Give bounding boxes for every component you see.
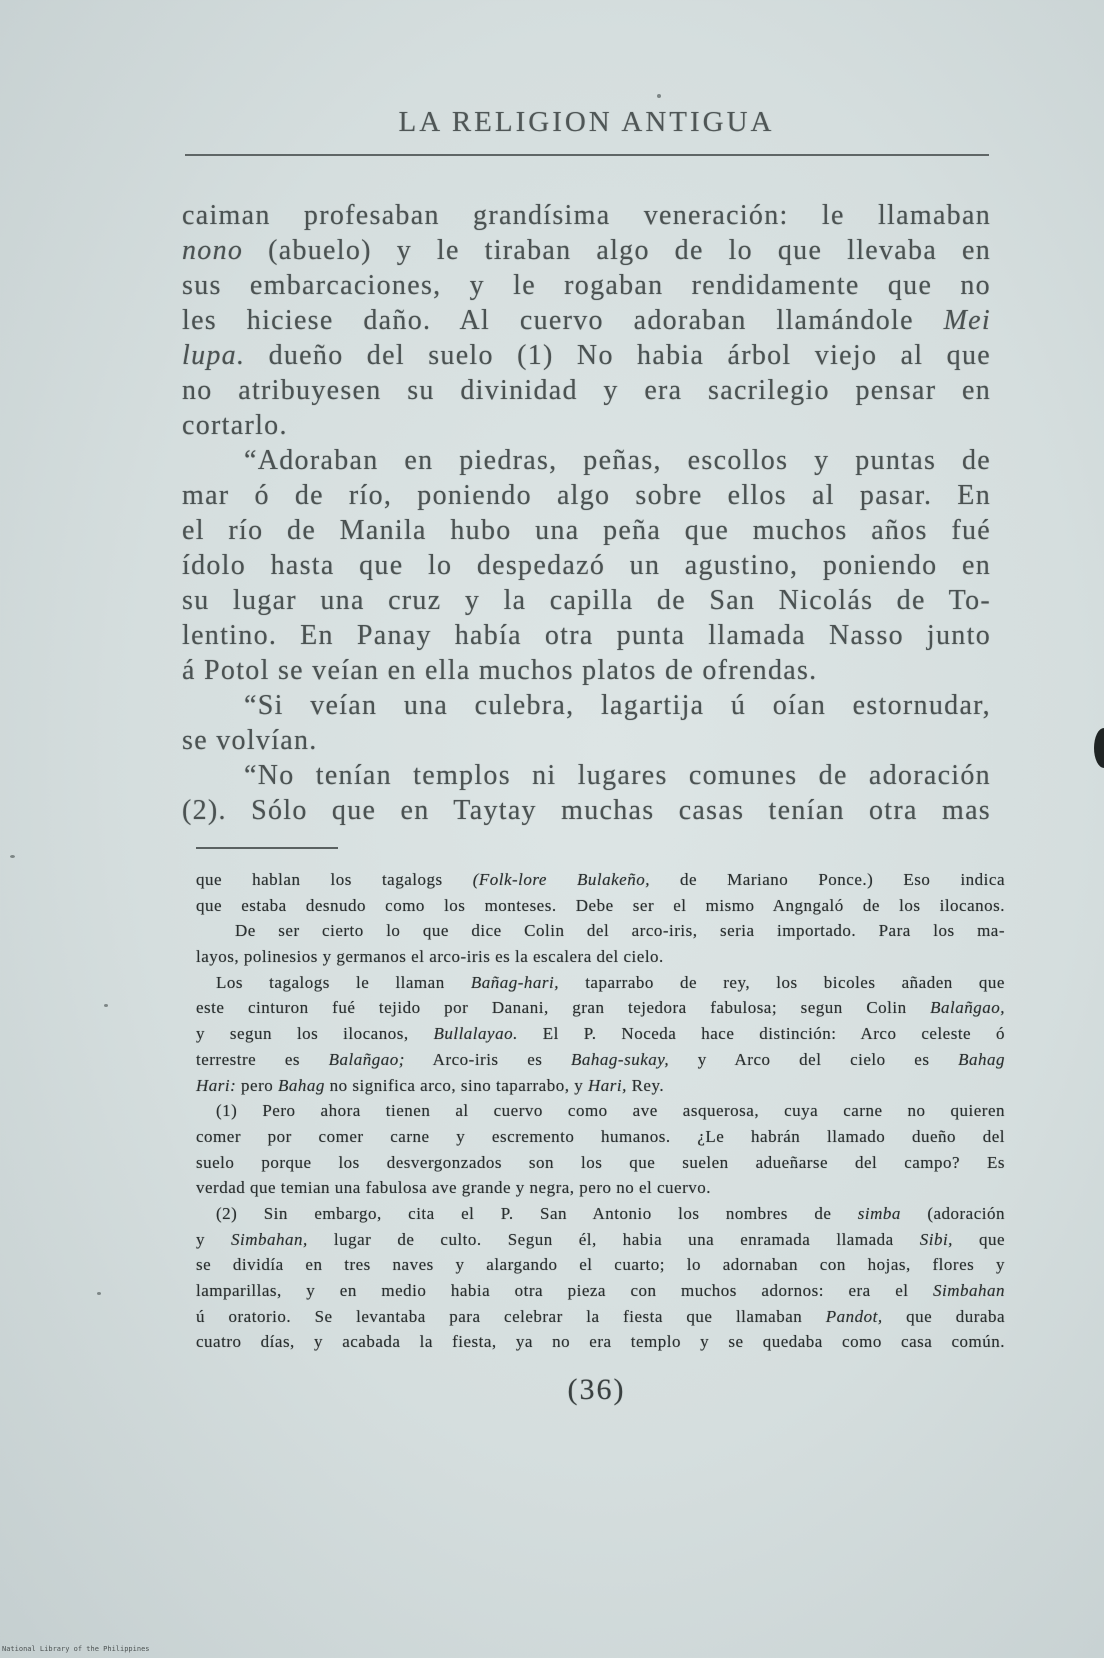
italic-term: Bahag-sukay,: [571, 1049, 670, 1069]
footnote-text: que estaba desnudo como los monteses. Debe ser el mismo Angngaló de los ilocanos.: [196, 895, 1005, 915]
italic-term: Simbahan,: [231, 1229, 308, 1249]
body-line: [182, 618, 991, 653]
body-text: (abuelo) y le tiraban algo de lo que llevaba en: [243, 235, 991, 266]
footnote-line: [196, 1227, 1005, 1253]
footnote-text: lamparillas, y en medio habia otra pieza con muchos adornos: era el: [196, 1281, 933, 1300]
body-line: [182, 653, 991, 688]
footnote-text: verdad que temian una fabulosa ave grande y negra, pero no el cuervo.: [196, 1178, 712, 1198]
body-line: [182, 478, 991, 513]
footnote-text: De ser cierto lo que dice Colin del arco-iris, seria importado. Para los ma-: [235, 921, 1005, 941]
footnote-text: cuatro días, y acabada la fiesta, ya no era templo y se quedaba como casa común.: [196, 1332, 1005, 1352]
footnote-line: [196, 1175, 1005, 1201]
footnote-text: (adoración: [900, 1203, 1005, 1223]
footnote-line: [196, 1252, 1005, 1278]
scan-speck: [657, 94, 661, 98]
body-text: no atribuyesen su divinidad y era sacrilegio pensar en: [182, 375, 991, 406]
footnotes: [196, 867, 1005, 1355]
footnote-text: Rey.: [626, 1075, 665, 1095]
footnote-line: [196, 1329, 1005, 1355]
footnote-text: (1) Pero ahora tienen al cuervo como ave asquerosa, cuya carne no quieren: [216, 1101, 1005, 1121]
body-line: [182, 303, 991, 338]
footnote-text: se dividía en tres naves y alargando el cuarto; lo adornaban con hojas, flores y: [196, 1255, 1005, 1275]
footnote-text: y: [196, 1229, 232, 1249]
footnote-text: (2) Sin embargo, cita el P. San Antonio los nombres de: [216, 1203, 858, 1223]
body-text: “Si veían una culebra, lagartija ú oían estornudar,: [244, 690, 991, 721]
italic-term: Bullalayao.: [433, 1024, 518, 1044]
italic-term: (Folk-lore Bulakeño,: [472, 870, 650, 889]
body-line: [182, 198, 991, 233]
body-text: á Potol se veían en ella muchos platos de ofrendas.: [182, 655, 818, 686]
body-line: [182, 373, 991, 408]
footnote-text: que hablan los tagalogs: [196, 870, 473, 889]
footnote-text: terrestre es: [196, 1049, 329, 1069]
scan-speck: [97, 1292, 101, 1295]
body-line: [182, 758, 991, 793]
body-text: “No tenían templos ni lugares comunes de adoración: [244, 760, 991, 791]
footnote-line: [196, 1073, 1005, 1099]
footnote-text: El P. Noceda hace distinción: Arco celeste ó: [517, 1024, 1005, 1044]
footnote-text: de Mariano Ponce.) Eso indica: [649, 870, 1005, 889]
body-line: [182, 723, 991, 758]
body-text: lentino. En Panay había otra punta llamada Nasso junto: [182, 620, 991, 651]
body-line: [182, 443, 991, 478]
italic-term: Bahag: [278, 1075, 325, 1095]
footnote-text: layos, polinesios y germanos el arco-iris es la escalera del cielo.: [196, 947, 664, 967]
footnote-line: [196, 1124, 1005, 1150]
footnote-text: y segun los ilocanos,: [196, 1024, 434, 1044]
scan-speck: [10, 855, 15, 858]
body-line: [182, 513, 991, 548]
italic-term: simba: [857, 1203, 901, 1223]
body-line: [182, 338, 991, 373]
body-text: el río de Manila hubo una peña que muchos años fué: [182, 515, 991, 546]
body-line: [182, 408, 991, 443]
body-line: [182, 268, 991, 303]
body-line: [182, 793, 991, 828]
title-rule: [185, 154, 989, 156]
italic-term: Mei: [943, 305, 991, 336]
running-title: LA RELIGION ANTIGUA: [398, 106, 775, 138]
footnote-line: [196, 1278, 1005, 1304]
body-text: se volvían.: [182, 725, 318, 756]
footnote-text: ú oratorio. Se levantaba para celebrar la fiesta que llamaban: [196, 1306, 826, 1326]
italic-term: Sibi,: [919, 1229, 953, 1249]
body-text: dueño del suelo (1) No habia árbol viejo al que: [245, 340, 991, 371]
footnote-text: suelo porque los desvergonzados son los que suelen adueñarse del campo? Es: [196, 1152, 1005, 1172]
footnote-text: comer por comer carne y escremento humanos. ¿Le habrán llamado dueño del: [196, 1126, 1005, 1146]
page-number: (36): [567, 1373, 626, 1406]
body-text: cortarlo.: [182, 410, 288, 441]
body-line: [182, 548, 991, 583]
body-text: “Adoraban en piedras, peñas, escollos y puntas de: [244, 445, 991, 476]
body-text: ídolo hasta que lo despedazó un agustino, poniendo en: [182, 550, 991, 581]
italic-term: Bañag-hari,: [470, 972, 560, 992]
footnote-text: que: [952, 1229, 1006, 1249]
footnote-text: y Arco del cielo es: [669, 1049, 959, 1069]
body-text: su lugar una cruz y la capilla de San Nicolás de To-: [182, 585, 991, 616]
footnote-text: taparrabo de rey, los bicoles añaden que: [559, 972, 1005, 992]
footnote-line: [196, 893, 1005, 919]
footnote-rule: [196, 847, 338, 849]
body-line: [182, 233, 991, 268]
italic-term: Balañgao,: [930, 998, 1005, 1018]
body-line: [182, 688, 991, 723]
footnote-line: [196, 1021, 1005, 1047]
footnote-line: [196, 1098, 1005, 1124]
footnote-line: [196, 1304, 1005, 1330]
italic-term: Pandot,: [825, 1306, 883, 1326]
italic-term: Hari,: [587, 1075, 627, 1095]
footnote-line: [196, 995, 1005, 1021]
scan-credit: National Library of the Philippines: [2, 1645, 150, 1653]
footnote-line: [196, 867, 1005, 893]
footnote-text: no significa arco, sino taparrabo, y: [324, 1075, 588, 1095]
footnote-line: [196, 1047, 1005, 1073]
body-line: [182, 583, 991, 618]
italic-term: nono: [182, 235, 244, 266]
footnote-text: que duraba: [882, 1306, 1005, 1326]
footnote-text: pero: [236, 1075, 278, 1095]
main-text: [182, 198, 991, 828]
italic-term: Hari:: [196, 1075, 237, 1095]
italic-term: Bahag: [958, 1049, 1006, 1069]
body-text: sus embarcaciones, y le rogaban rendidamente que no: [182, 270, 991, 301]
body-text: caiman profesaban grandísima veneración: le llamaban: [182, 200, 991, 231]
footnote-line: [196, 1201, 1005, 1227]
italic-term: Balañgao;: [328, 1049, 405, 1069]
scan-speck: [104, 1004, 108, 1007]
footnote-line: [196, 970, 1005, 996]
footnote-line: [196, 1150, 1005, 1176]
body-text: les hiciese daño. Al cuervo adoraban llamándole: [182, 305, 944, 336]
scan-edge-mark: [1094, 728, 1104, 768]
footnote-text: Los tagalogs le llaman: [216, 972, 471, 992]
footnote-text: Arco-iris es: [404, 1049, 572, 1069]
footnote-line: [196, 944, 1005, 970]
body-text: mar ó de río, poniendo algo sobre ellos al pasar. En: [182, 480, 991, 511]
footnote-line: [196, 918, 1005, 944]
italic-term: lupa.: [182, 340, 246, 371]
footnote-text: este cinturon fué tejido por Danani, gran tejedora fabulosa; segun Colin: [196, 998, 931, 1018]
italic-term: Simbahan: [933, 1281, 1005, 1300]
footnote-text: lugar de culto. Segun él, habia una enramada llamada: [307, 1229, 920, 1249]
body-text: (2). Sólo que en Taytay muchas casas tenían otra mas: [182, 795, 991, 826]
